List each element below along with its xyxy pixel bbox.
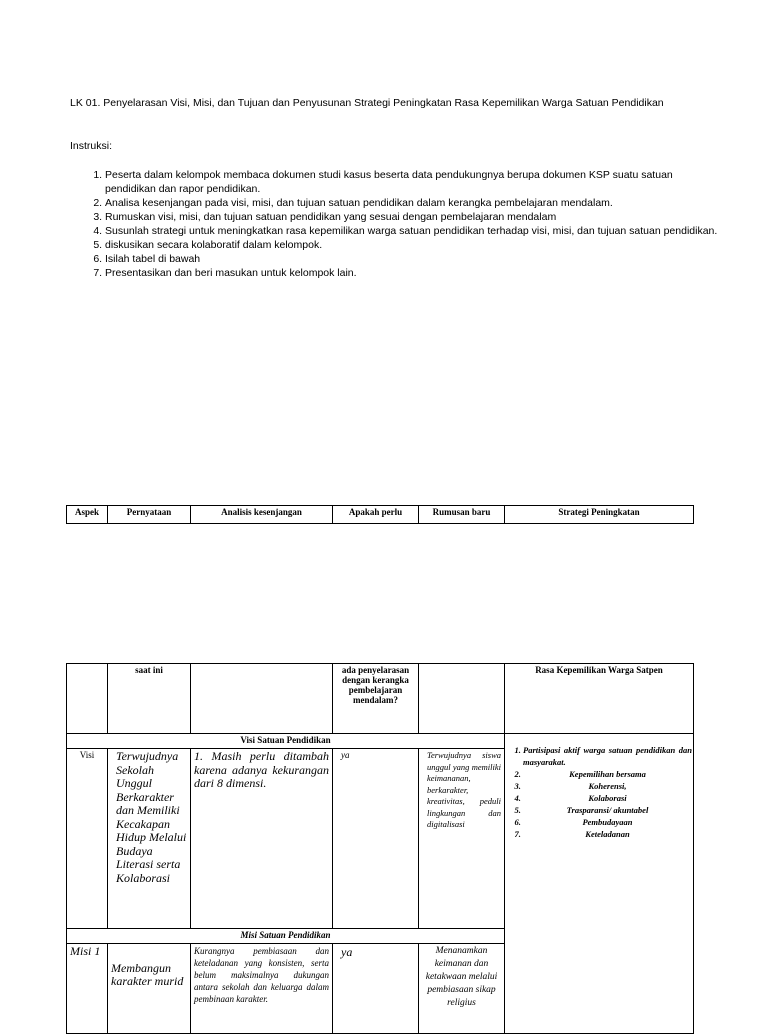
misi-analisis: Kurangnya pembiasaan dan keteladanan yang konsisten, serta belum maksimalnya dukungan antara sekolah dan keluarga dalam pembinaan karakter. — [191, 944, 333, 1034]
instruction-item: 4. Susunlah strategi untuk meningkatkan rasa kepemilikan warga satuan pendidikan terhadap visi, misi, dan tujuan satuan pendidikan. — [105, 224, 725, 238]
visi-pernyataan: Terwujudnya Sekolah Unggul Berkarakter dan Memiliki Kecakapan Hidup Melalui Budaya Literasi serta Kolaborasi — [108, 749, 191, 929]
strategi-item: 7. Keteladanan — [523, 828, 692, 840]
section-misi: Misi Satuan Pendidikan — [67, 929, 505, 944]
strategi-item: 5. Trasparansi/ akuntabel — [523, 804, 692, 816]
col-apakah: Apakah perlu — [333, 506, 419, 524]
strategi-item: 3. Koherensi, — [523, 780, 692, 792]
col-strategi-cont: Rasa Kepemilikan Warga Satpen — [505, 664, 694, 734]
misi-rumusan: Menanamkan keimanan dan ketakwaan melalui pembiasaan sikap religius — [419, 944, 505, 1034]
col-analisis: Analisis kesenjangan — [191, 506, 333, 524]
instructions-label: Instruksi: — [70, 140, 113, 152]
strategi-cell — [505, 734, 694, 1034]
visi-aspek: Visi — [67, 749, 108, 929]
col-pernyataan-cont: saat ini — [108, 664, 191, 734]
col-aspek: Aspek — [67, 506, 108, 524]
instruction-item: 6. Isilah tabel di bawah — [105, 252, 725, 266]
strategi-item: 1. Partisipasi aktif warga satuan pendidikan dan masyarakat. — [523, 744, 692, 768]
misi-apakah: ya — [333, 944, 419, 1034]
col-apakah-cont: ada penyelarasan dengan kerangka pembelajaran mendalam? — [333, 664, 419, 734]
section-visi: Visi Satuan Pendidikan — [67, 734, 505, 749]
instruction-item: 5. diskusikan secara kolaboratif dalam kelompok. — [105, 238, 725, 252]
strategi-list — [507, 744, 692, 840]
strategi-item: 4. Kolaborasi — [523, 792, 692, 804]
instruction-item: 7. Presentasikan dan beri masukan untuk kelompok lain. — [105, 266, 725, 280]
page-title: LK 01. Penyelarasan Visi, Misi, dan Tujuan dan Penyusunan Strategi Peningkatan Rasa Kepemilikan Warga Satuan Pendidikan — [70, 97, 664, 109]
visi-rumusan: Terwujudnya siswa unggul yang memiliki keimananan, berkarakter, kreativitas, peduli lingkungan dan digitalisasi — [419, 749, 505, 929]
instruction-item: 2. Analisa kesenjangan pada visi, misi, dan tujuan satuan pendidikan dalam kerangka pembelajaran mendalam. — [105, 196, 725, 210]
misi-aspek: Misi 1 — [67, 944, 108, 1034]
col-strategi: Strategi Peningkatan — [505, 506, 694, 524]
visi-apakah: ya — [333, 749, 419, 929]
col-rumusan: Rumusan baru — [419, 506, 505, 524]
strategi-item: 2. Kepemilihan bersama — [523, 768, 692, 780]
instruction-item: 1. Peserta dalam kelompok membaca dokumen studi kasus beserta data pendukungnya berupa dokumen KSP suatu satuan pendidikan dan rapor pendidikan. — [105, 168, 725, 196]
table-header-page1 — [66, 505, 694, 524]
table-main — [66, 663, 694, 1034]
col-pernyataan: Pernyataan — [108, 506, 191, 524]
instructions-list — [70, 168, 725, 280]
strategi-item: 6. Pembudayaan — [523, 816, 692, 828]
misi-pernyataan: Membangun karakter murid — [108, 944, 191, 1034]
instruction-item: 3. Rumuskan visi, misi, dan tujuan satuan pendidikan yang sesuai dengan pembelajaran mendalam — [105, 210, 725, 224]
visi-analisis: 1. Masih perlu ditambah karena adanya kekurangan dari 8 dimensi. — [191, 749, 333, 929]
